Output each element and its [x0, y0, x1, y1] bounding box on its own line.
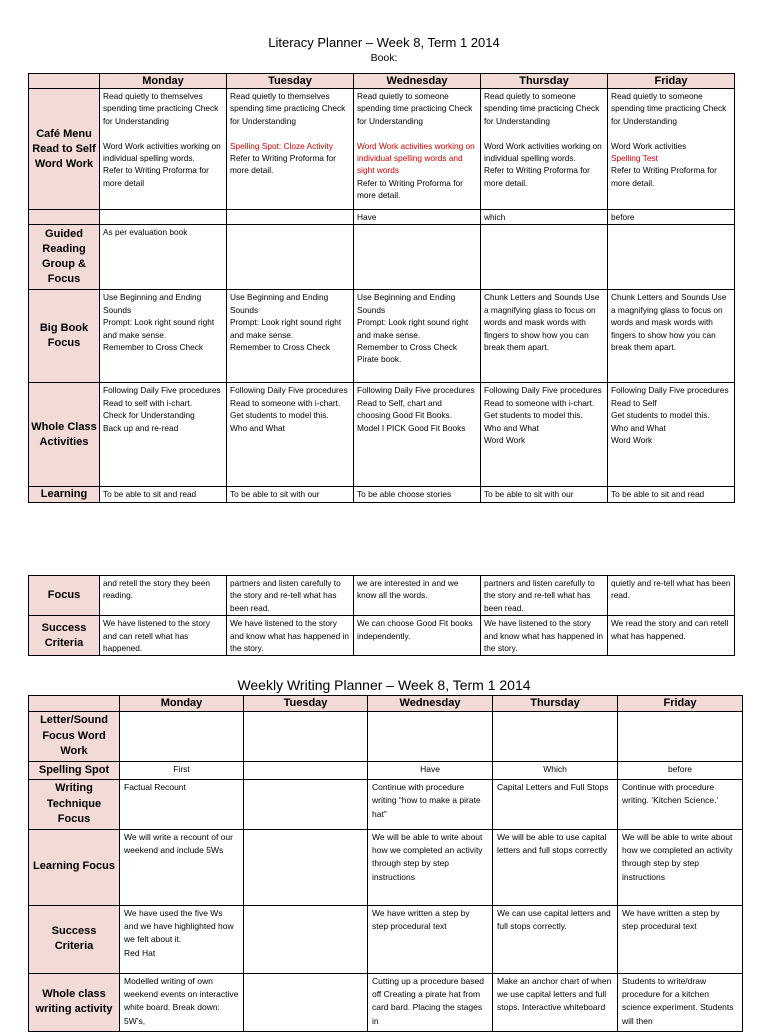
- plan-cell: [354, 225, 481, 290]
- cell-line: We have listened to the story and know what has happened in the story.: [230, 618, 350, 654]
- cell-line: Refer to Writing Proforma for more detail.: [484, 165, 590, 188]
- plan-cell: [481, 616, 608, 656]
- cell-line: Get students to model this.: [611, 410, 710, 421]
- row-label: [29, 210, 100, 225]
- cell-line: and retell the story they been reading.: [103, 578, 211, 601]
- book-label: Book:: [370, 52, 398, 64]
- row-label: Success Criteria: [29, 616, 100, 656]
- cell-line: Refer to Writing Proforma for more detail.: [611, 165, 717, 188]
- cell-line: before: [667, 763, 693, 774]
- writing-cell: [493, 829, 618, 905]
- plan-cell: [354, 290, 481, 383]
- cell-line: Capital Letters and Full Stops: [497, 782, 609, 792]
- cell-line: Following Daily Five procedures: [484, 385, 602, 396]
- writing-cell: [368, 905, 493, 973]
- cell-line: Which: [543, 763, 567, 774]
- plan-cell: [227, 89, 354, 210]
- plan-cell: [608, 290, 735, 383]
- writing-cell: [493, 712, 618, 762]
- cell-line: Word Work activities working on individual spelling words and sight words: [357, 140, 475, 176]
- plan-cell: [227, 576, 354, 616]
- cell-line: Have: [357, 212, 377, 222]
- cell-line: To be able to sit with our: [230, 489, 320, 500]
- cell-line: Read to Self, chart and choosing Good Fit Books.: [357, 397, 453, 421]
- cell-line: Word Work: [611, 435, 653, 446]
- writing-cell: [368, 761, 493, 780]
- plan-cell: [100, 487, 227, 503]
- table-row: [29, 210, 735, 225]
- writing-cell: [368, 973, 493, 1031]
- plan-cell: [354, 487, 481, 503]
- row-label: Success Criteria: [29, 905, 120, 973]
- cell-line: [484, 127, 604, 139]
- cell-line: Word Work: [484, 435, 526, 446]
- cell-line: Red Hat: [124, 947, 156, 958]
- row-label: Whole class writing activity: [29, 973, 120, 1031]
- cell-line: Refer to Writing Proforma for more detail.: [230, 153, 336, 176]
- writing-day-header-monday: Monday: [120, 696, 244, 712]
- cell-line: Read to someone with i-chart.: [484, 397, 595, 408]
- writing-row: [29, 973, 743, 1031]
- cell-line: We have used the five Ws and we have highlighted how we felt about it.: [124, 907, 234, 945]
- plan-cell: [100, 210, 227, 225]
- cell-line: We will be able to use capital letters and full stops correctly: [497, 831, 608, 855]
- plan-cell: [608, 383, 735, 487]
- cell-line: Chunk Letters and Sounds Use a magnifying glass to focus on words and mask words with fingers to show how you can break them apart.: [484, 292, 600, 353]
- cell-line: Spelling Spot: Cloze Activity: [230, 140, 333, 151]
- plan-cell: [481, 383, 608, 487]
- day-header-wednesday: Wednesday: [354, 74, 481, 89]
- cell-line: To be able to sit and read: [103, 489, 197, 500]
- writing-cell: [618, 829, 743, 905]
- writing-cell: [244, 973, 368, 1031]
- table-row: [29, 290, 735, 383]
- cell-line: As per evaluation book: [103, 227, 188, 238]
- writing-day-header-wednesday: Wednesday: [368, 696, 493, 712]
- writing-cell: [120, 905, 244, 973]
- cell-line: Use Beginning and Ending Sounds: [230, 292, 329, 315]
- plan-cell: [481, 210, 608, 225]
- plan-cell: [227, 616, 354, 656]
- cell-line: We will be able to write about how we completed an activity through step by step instructions: [372, 831, 483, 882]
- cell-line: Use Beginning and Ending Sounds: [103, 292, 202, 315]
- writing-cell: [618, 712, 743, 762]
- cell-line: before: [611, 212, 635, 222]
- cell-line: To be able to sit with our: [484, 489, 574, 500]
- cell-line: Following Daily Five procedures: [103, 385, 221, 396]
- writing-cell: [618, 905, 743, 973]
- cell-line: partners and listen carefully to the story and re-tell what has been read.: [230, 578, 341, 613]
- row-label: Whole Class Activities: [29, 383, 100, 487]
- cell-line: Continue with procedure writing. ‘Kitchen Science.’: [622, 782, 719, 806]
- cell-line: Remember to Cross Check: [230, 342, 331, 353]
- writing-row: [29, 829, 743, 905]
- writing-cell: [244, 905, 368, 973]
- plan-cell: [227, 487, 354, 503]
- cell-line: Continue with procedure writing “how to make a pirate hat”: [372, 782, 481, 819]
- cell-line: Have: [420, 763, 440, 774]
- plan-cell: [354, 210, 481, 225]
- writing-cell: [493, 761, 618, 780]
- cell-line: We have listened to the story and know what has happened in the story.: [484, 618, 604, 654]
- row-label: Guided Reading Group & Focus: [29, 225, 100, 290]
- row-label: Letter/Sound Focus Word Work: [29, 712, 120, 762]
- writing-cell: [368, 712, 493, 762]
- cell-line: Read quietly to themselves spending time practicing Check for Understanding: [230, 91, 346, 126]
- row-label: Big Book Focus: [29, 290, 100, 383]
- plan-cell: [354, 576, 481, 616]
- plan-cell: [481, 89, 608, 210]
- writing-cell: [120, 973, 244, 1031]
- table-row: [29, 576, 735, 616]
- plan-cell: [608, 225, 735, 290]
- plan-cell: [608, 487, 735, 503]
- corner-cell: [29, 696, 120, 712]
- plan-cell: [608, 576, 735, 616]
- plan-cell: [100, 383, 227, 487]
- cell-line: [357, 127, 477, 139]
- literacy-table-continued: [28, 575, 735, 656]
- row-label: Café Menu Read to Self Word Work: [29, 89, 100, 210]
- cell-line: We have written a step by step procedural text: [622, 907, 720, 931]
- writing-cell: [618, 973, 743, 1031]
- plan-cell: [354, 383, 481, 487]
- cell-line: First: [173, 763, 190, 774]
- cell-line: Following Daily Five procedures: [611, 385, 729, 396]
- cell-line: Use Beginning and Ending Sounds: [357, 292, 456, 315]
- cell-line: We will write a recount of our weekend and include 5Ws: [124, 831, 233, 855]
- writing-cell: [244, 829, 368, 905]
- cell-line: We will be able to write about how we completed an activity through step by step instructions: [622, 831, 733, 882]
- day-header-monday: Monday: [100, 74, 227, 89]
- cell-line: [611, 127, 731, 139]
- writing-row: [29, 905, 743, 973]
- plan-cell: [227, 290, 354, 383]
- cell-line: Get students to model this.: [230, 410, 329, 421]
- plan-cell: [100, 576, 227, 616]
- plan-cell: [481, 487, 608, 503]
- writing-cell: [244, 761, 368, 780]
- cell-line: Word Work activities working on individual spelling words.: [103, 140, 221, 164]
- day-header-friday: Friday: [608, 74, 735, 89]
- cell-line: We can use capital letters and full stops correctly.: [497, 907, 611, 931]
- cell-line: Refer to Writing Proforma for more detail.: [357, 177, 463, 201]
- plan-cell: [481, 290, 608, 383]
- cell-line: Prompt: Look right sound right and make sense.: [357, 317, 469, 340]
- cell-line: Who and What: [230, 422, 285, 433]
- cell-line: Remember to Cross Check: [103, 342, 204, 353]
- row-label: Spelling Spot: [29, 761, 120, 780]
- cell-line: Cutting up a procedure based off Creating a pirate hat from card bard. Placing the stages in: [372, 975, 484, 1026]
- cell-line: Who and What: [611, 422, 666, 433]
- writing-day-header-friday: Friday: [618, 696, 743, 712]
- writing-cell: [244, 780, 368, 830]
- row-label: Learning: [29, 487, 100, 503]
- cell-line: Back up and re-read: [103, 422, 179, 433]
- writing-cell: [120, 829, 244, 905]
- writing-cell: [618, 780, 743, 830]
- plan-cell: [100, 290, 227, 383]
- cell-line: partners and listen carefully to the story and re-tell what has been read.: [484, 578, 595, 613]
- writing-cell: [368, 780, 493, 830]
- cell-line: To be able to sit and read: [611, 489, 705, 500]
- plan-cell: [100, 616, 227, 656]
- cell-line: [230, 127, 350, 139]
- row-label: Learning Focus: [29, 829, 120, 905]
- writing-table: [28, 695, 743, 1032]
- writing-row: [29, 712, 743, 762]
- cell-line: To be able choose stories: [357, 489, 452, 500]
- table-row: [29, 89, 735, 210]
- writing-cell: [493, 780, 618, 830]
- cell-line: Remember to Cross Check Pirate book.: [357, 342, 458, 365]
- row-label: Writing Technique Focus: [29, 780, 120, 830]
- plan-cell: [227, 225, 354, 290]
- cell-line: Refer to Writing Proforma for more detail: [103, 165, 209, 188]
- writing-row: [29, 780, 743, 830]
- cell-line: Make an anchor chart of when we use capital letters and full stops. Interactive whiteboard: [497, 975, 612, 1013]
- plan-cell: [227, 210, 354, 225]
- writing-cell: [120, 761, 244, 780]
- cell-line: Following Daily Five procedures: [357, 385, 475, 396]
- cell-line: Students to write/draw procedure for a kitchen science experiment. Students will then: [622, 975, 734, 1026]
- table-row: [29, 487, 735, 503]
- writing-row: [29, 761, 743, 780]
- cell-line: Check for Understanding: [103, 410, 195, 421]
- cell-line: Get students to model this.: [484, 410, 583, 421]
- cell-line: we are interested in and we know all the words.: [357, 578, 459, 601]
- writing-cell: [120, 780, 244, 830]
- cell-line: Read to someone with i-chart.: [230, 397, 341, 408]
- day-header-tuesday: Tuesday: [227, 74, 354, 89]
- writing-cell: [493, 905, 618, 973]
- cell-line: Prompt: Look right sound right and make sense.: [230, 317, 342, 340]
- plan-cell: [100, 89, 227, 210]
- cell-line: Chunk Letters and Sounds Use a magnifying glass to focus on words and mask words with fingers to show how you can break them apart.: [611, 292, 727, 353]
- table-row: [29, 383, 735, 487]
- cell-line: Read quietly to someone spending time practicing Check for Understanding: [611, 91, 727, 126]
- writing-cell: [493, 973, 618, 1031]
- writing-title: Weekly Writing Planner – Week 8, Term 1 2014: [237, 677, 531, 693]
- day-header-thursday: Thursday: [481, 74, 608, 89]
- cell-line: We have written a step by step procedural text: [372, 907, 470, 931]
- plan-cell: [481, 225, 608, 290]
- cell-line: Read to Self: [611, 397, 657, 408]
- cell-line: We read the story and can retell what has happened.: [611, 618, 729, 641]
- cell-line: We can choose Good Fit books independently.: [357, 618, 473, 641]
- cell-line: Prompt: Look right sound right and make sense.: [103, 317, 215, 340]
- table-row: [29, 616, 735, 656]
- writing-cell: [618, 761, 743, 780]
- plan-cell: [481, 576, 608, 616]
- cell-line: Spelling Test: [611, 153, 658, 164]
- cell-line: Read to self with i-chart.: [103, 397, 192, 408]
- table-row: [29, 225, 735, 290]
- cell-line: Word Work activities: [611, 140, 687, 151]
- cell-line: Read quietly to someone spending time practicing Check for Understanding: [484, 91, 600, 126]
- cell-line: Read quietly to themselves spending time practicing Check for Understanding: [103, 91, 219, 126]
- writing-cell: [244, 712, 368, 762]
- cell-line: [103, 127, 223, 139]
- cell-line: Read quietly to someone spending time practicing Check for Understanding: [357, 91, 473, 126]
- cell-line: Following Daily Five procedures: [230, 385, 348, 396]
- writing-day-header-tuesday: Tuesday: [244, 696, 368, 712]
- writing-cell: [120, 712, 244, 762]
- plan-cell: [608, 210, 735, 225]
- row-label: Focus: [29, 576, 100, 616]
- plan-cell: [608, 89, 735, 210]
- cell-line: Modelled writing of own weekend events on interactive white board. Break down: 5W’s,: [124, 975, 239, 1026]
- cell-line: Factual Recount: [124, 782, 186, 792]
- cell-line: Who and What: [484, 422, 539, 433]
- plan-cell: [100, 225, 227, 290]
- literacy-title: Literacy Planner – Week 8, Term 1 2014: [268, 35, 500, 50]
- writing-day-header-thursday: Thursday: [493, 696, 618, 712]
- cell-line: quietly and re-tell what has been read.: [611, 578, 731, 601]
- literacy-table: [28, 73, 735, 503]
- plan-cell: [354, 616, 481, 656]
- corner-cell: [29, 74, 100, 89]
- cell-line: We have listened to the story and can retell what has happened.: [103, 618, 210, 654]
- cell-line: Model I PICK Good Fit Books: [357, 422, 466, 433]
- writing-cell: [368, 829, 493, 905]
- plan-cell: [227, 383, 354, 487]
- cell-line: which: [484, 212, 506, 222]
- plan-cell: [608, 616, 735, 656]
- cell-line: Word Work activities working on individual spelling words.: [484, 140, 602, 164]
- plan-cell: [354, 89, 481, 210]
